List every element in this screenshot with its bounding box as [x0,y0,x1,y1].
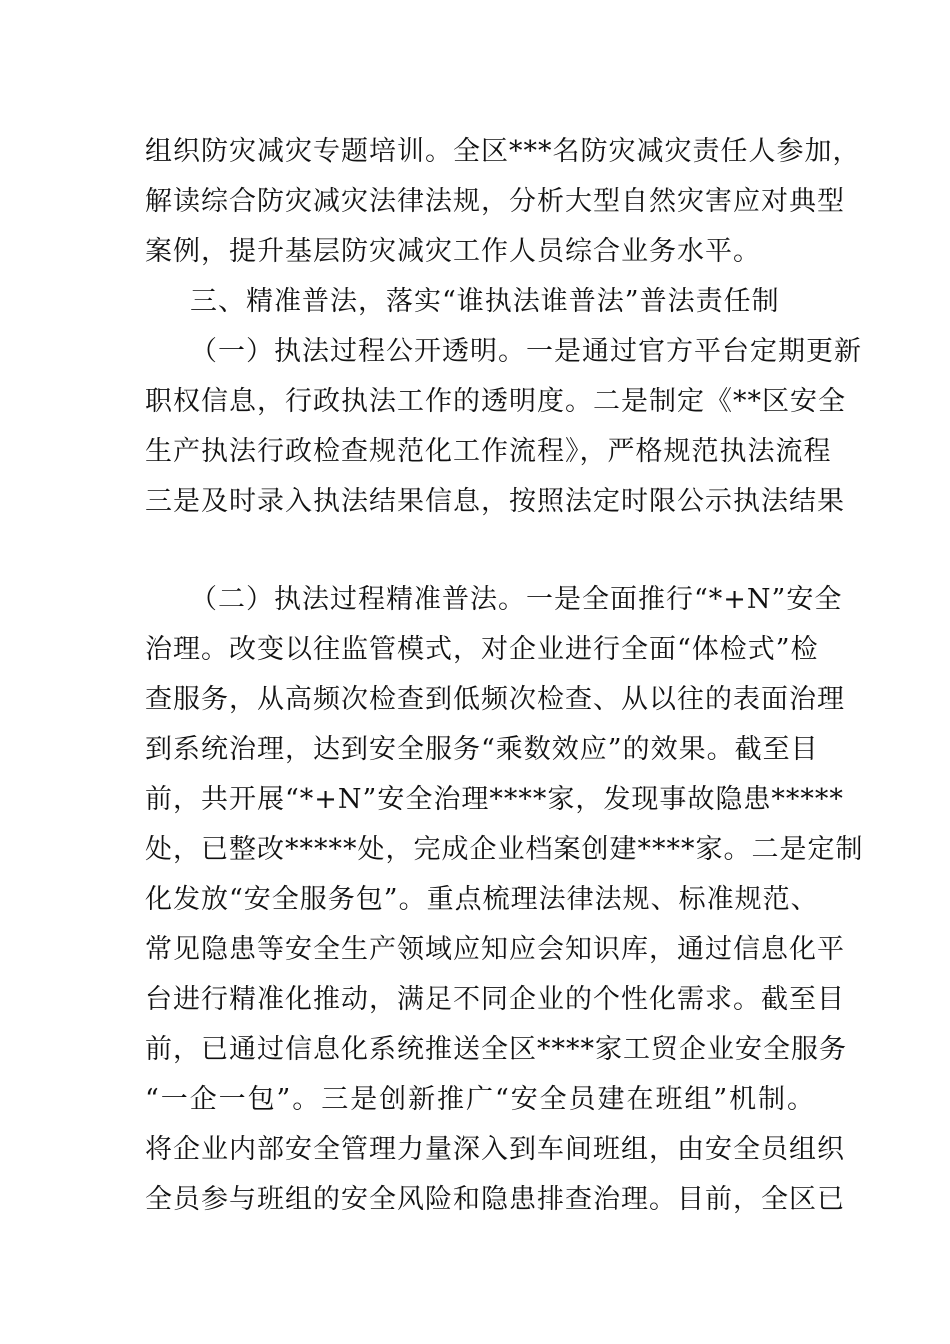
paragraph-line: 治理。改变以往监管模式，对企业进行全面“体检式”检 [145,634,819,665]
paragraph-line: 将企业内部安全管理力量深入到车间班组，由安全员组织 [145,1134,845,1165]
paragraph-line: 化发放“安全服务包”。重点梳理法律法规、标准规范、 [145,884,819,915]
paragraph-line: 全员参与班组的安全风险和隐患排查治理。目前，全区已 [145,1184,845,1215]
paragraph-line: 到系统治理，达到安全服务“乘数效应”的效果。截至目 [145,734,819,765]
paragraph-line: “一企一包”。三是创新推广“安全员建在班组”机制。 [145,1084,815,1115]
paragraph-line: 案例，提升基层防灾减灾工作人员综合业务水平。 [145,236,761,267]
paragraph-line: 处，已整改*****处，完成企业档案创建****家。二是定制 [145,834,864,865]
paragraph-line: 职权信息，行政执法工作的透明度。二是制定《**区安全 [145,386,846,417]
paragraph-line: 生产执法行政检查规范化工作流程》，严格规范执法流程 [145,436,832,467]
paragraph-line: （二）执法过程精准普法。一是全面推行“*+N”安全 [190,584,843,615]
paragraph-line: 三是及时录入执法结果信息，按照法定时限公示执法结果 [145,486,845,517]
section-heading: 三、精准普法，落实“谁执法谁普法”普法责任制 [190,286,780,317]
paragraph-line: 常见隐患等安全生产领域应知应会知识库，通过信息化平 [145,934,845,965]
paragraph-line: 解读综合防灾减灾法律法规，分析大型自然灾害应对典型 [145,186,845,217]
paragraph-line: 台进行精准化推动，满足不同企业的个性化需求。截至目 [145,984,845,1015]
paragraph-line: 查服务，从高频次检查到低频次检查、从以往的表面治理 [145,684,845,715]
paragraph-line: 前，共开展“*+N”安全治理****家，发现事故隐患***** [145,784,844,815]
paragraph-line: （一）执法过程公开透明。一是通过官方平台定期更新 [190,336,862,367]
paragraph-line: 前，已通过信息化系统推送全区****家工贸企业安全服务 [145,1034,847,1065]
paragraph-line: 组织防灾减灾专题培训。全区***名防灾减灾责任人参加， [145,136,861,167]
